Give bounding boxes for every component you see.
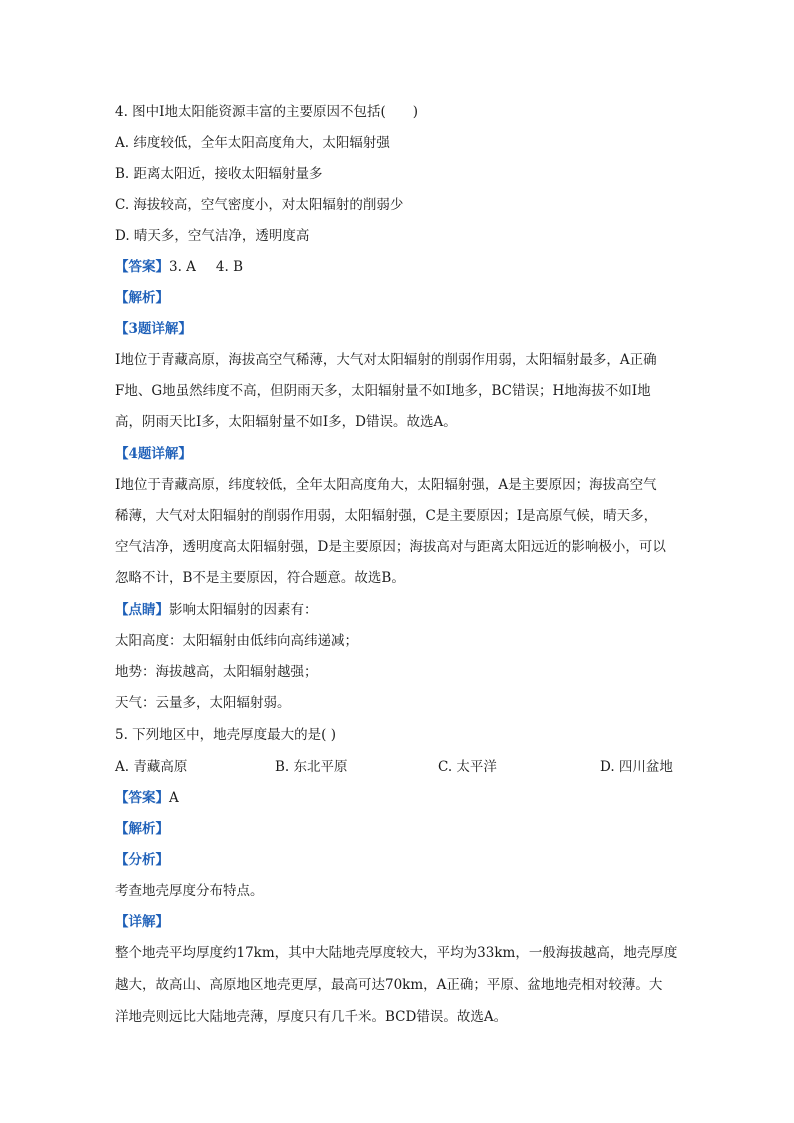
pointer-line: 地势：海拔越高，太阳辐射越强； (115, 664, 318, 680)
detail-3-line: F地、G地虽然纬度不高，但阴雨天多，太阳辐射量不如I地多，BC错误；H地海拔不如I地 (115, 383, 651, 399)
detail-3-tag: 【3题详解】 (115, 321, 192, 337)
analysis-sub-text: 考查地壳厚度分布特点。 (115, 883, 264, 899)
detail-3-line: 高，阴雨天比I多，太阳辐射量不如I多，D错误。故选A。 (115, 414, 457, 430)
question-4-stem: 4. 图中Ⅰ地太阳能资源丰富的主要原因不包括( ) (115, 104, 419, 120)
answer-3-4 (115, 257, 695, 277)
question-5-stem: 5. 下列地区中，地壳厚度最大的是( ) (115, 727, 336, 743)
detail-5-line: 洋地壳则远比大陆地壳薄，厚度只有几千米。BCD错误。故选A。 (115, 1009, 508, 1025)
question-4-option-c: C. 海拔较高，空气密度小，对太阳辐射的削弱少 (115, 197, 404, 213)
question-5-option-c: C. 太平洋 (438, 759, 497, 775)
question-5-option-d: D. 四川盆地 (600, 759, 673, 775)
pointer-tag: 【点睛】 (115, 602, 169, 618)
detail-4-line: 空气洁净，透明度高太阳辐射强，D是主要原因；海拔高对与距离太阳远近的影响极小，可以 (115, 539, 666, 555)
question-5-option-b: B. 东北平原 (275, 759, 348, 775)
question-4-option-a: A. 纬度较低，全年太阳高度角大，太阳辐射强 (115, 135, 390, 151)
question-5-options (115, 757, 695, 777)
pointer-intro: 影响太阳辐射的因素有： (169, 602, 318, 618)
detail-3-line: I地位于青藏高原，海拔高空气稀薄，大气对太阳辐射的削弱作用弱，太阳辐射最多，A正确 (115, 352, 657, 368)
answer-tag: 【答案】 (115, 259, 169, 275)
analysis-sub-tag: 【分析】 (115, 852, 169, 868)
analysis-tag: 【解析】 (115, 290, 169, 306)
pointer-line: 天气：云量多，太阳辐射弱。 (115, 695, 291, 711)
detail-5-line: 越大，故高山、高原地区地壳更厚，最高可达70km，A正确；平原、盆地地壳相对较薄。大 (115, 977, 663, 993)
question-4-option-d: D. 晴天多，空气洁净，透明度高 (115, 228, 310, 244)
detail-4-line: 忽略不计，B不是主要原因，符合题意。故选B。 (115, 570, 405, 586)
answer-5 (115, 788, 695, 808)
answer-4: 4. B (215, 259, 244, 275)
answer-5-tag: 【答案】 (115, 790, 169, 806)
question-5-option-a: A. 青藏高原 (115, 759, 188, 775)
detail-5-line: 整个地壳平均厚度约17km，其中大陆地壳厚度较大，平均为33km，一般海拔越高，地壳厚度 (115, 945, 678, 961)
detail-5-tag: 【详解】 (115, 914, 169, 930)
answer-3: 3. A (169, 259, 196, 275)
analysis-5-tag: 【解析】 (115, 821, 169, 837)
question-4-option-b: B. 距离太阳近，接收太阳辐射量多 (115, 166, 323, 182)
detail-4-line: 稀薄，大气对太阳辐射的削弱作用弱，太阳辐射强，C是主要原因；I是高原气候，晴天多， (115, 508, 658, 524)
answer-5-value: A (169, 790, 179, 806)
detail-4-tag: 【4题详解】 (115, 446, 192, 462)
pointer-heading (115, 600, 695, 620)
detail-4-line: I地位于青藏高原，纬度较低，全年太阳高度角大，太阳辐射强，A是主要原因；海拔高空气 (115, 477, 657, 493)
pointer-line: 太阳高度：太阳辐射由低纬向高纬递减； (115, 633, 358, 649)
